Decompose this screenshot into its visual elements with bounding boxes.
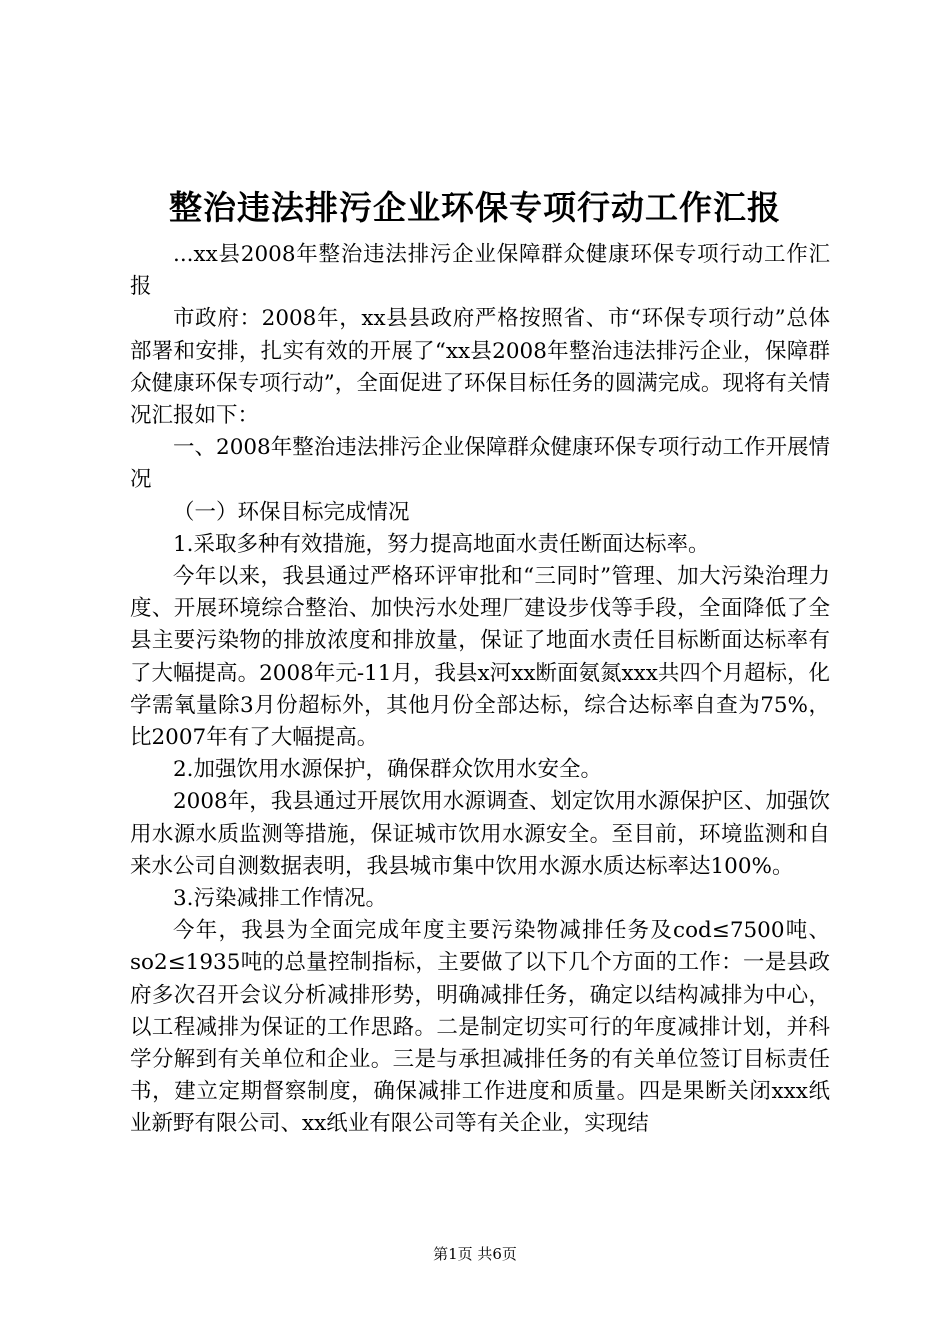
paragraph-header-line: ...xx县2008年整治违法排污企业保障群众健康环保专项行动工作汇报 — [130, 242, 830, 300]
document-title: 整治违法排污企业环保专项行动工作汇报 — [169, 188, 781, 227]
document-body — [130, 239, 830, 1141]
paragraph-water-quality: 今年以来，我县通过严格环评审批和“三同时”管理、加大污染治理力度、开展环境综合整治、加快污水处理厂建设步伐等手段，全面降低了全县主要污染物的排放浓度和排放量，保证了地面水责任目标断面达标率有了大幅提高。2008年元-11月，我县x河xx断面氨氮xxx共四个月超标，化学需氧量除3月份超标外，其他月份全部达标，综合达标率自查为75%，比2007年有了大幅提高。 — [130, 564, 830, 751]
subsection-heading-1: （一）环保目标完成情况 — [173, 499, 410, 525]
paragraph-emission-reduction: 今年，我县为全面完成年度主要污染物减排任务及cod≤7500吨、so2≤1935吨的总量控制指标，主要做了以下几个方面的工作：一是县政府多次召开会议分析减排形势，明确减排任务，确定以结构减排为中心，以工程减排为保证的工作思路。二是制定切实可行的年度减排计划，并科学分解到有关单位和企业。三是与承担减排任务的有关单位签订目标责任书，建立定期督察制度，确保减排工作进度和质量。四是果断关闭xxx纸业新野有限公司、xx纸业有限公司等有关企业，实现结 — [130, 918, 830, 1137]
item-heading-3: 3.污染减排工作情况。 — [173, 886, 388, 912]
item-heading-1: 1.采取多种有效措施，努力提高地面水责任断面达标率。 — [173, 531, 710, 557]
paragraph-drinking-water: 2008年，我县通过开展饮用水源调查、划定饮用水源保护区、加强饮用水源水质监测等措施，保证城市饮用水源安全。至目前，环境监测和自来水公司自测数据表明，我县城市集中饮用水源水质达标率达100%。 — [130, 789, 830, 879]
page-footer: 第1页 共6页 — [433, 1245, 517, 1263]
paragraph-intro: 市政府：2008年，xx县县政府严格按照省、市“环保专项行动”总体部署和安排，扎实有效的开展了“xx县2008年整治违法排污企业，保障群众健康环保专项行动”，全面促进了环保目标任务的圆满完成。现将有关情况汇报如下： — [130, 306, 830, 429]
item-heading-2: 2.加强饮用水源保护，确保群众饮用水安全。 — [173, 757, 603, 783]
section-heading-1: 一、2008年整治违法排污企业保障群众健康环保专项行动工作开展情况 — [130, 435, 830, 493]
